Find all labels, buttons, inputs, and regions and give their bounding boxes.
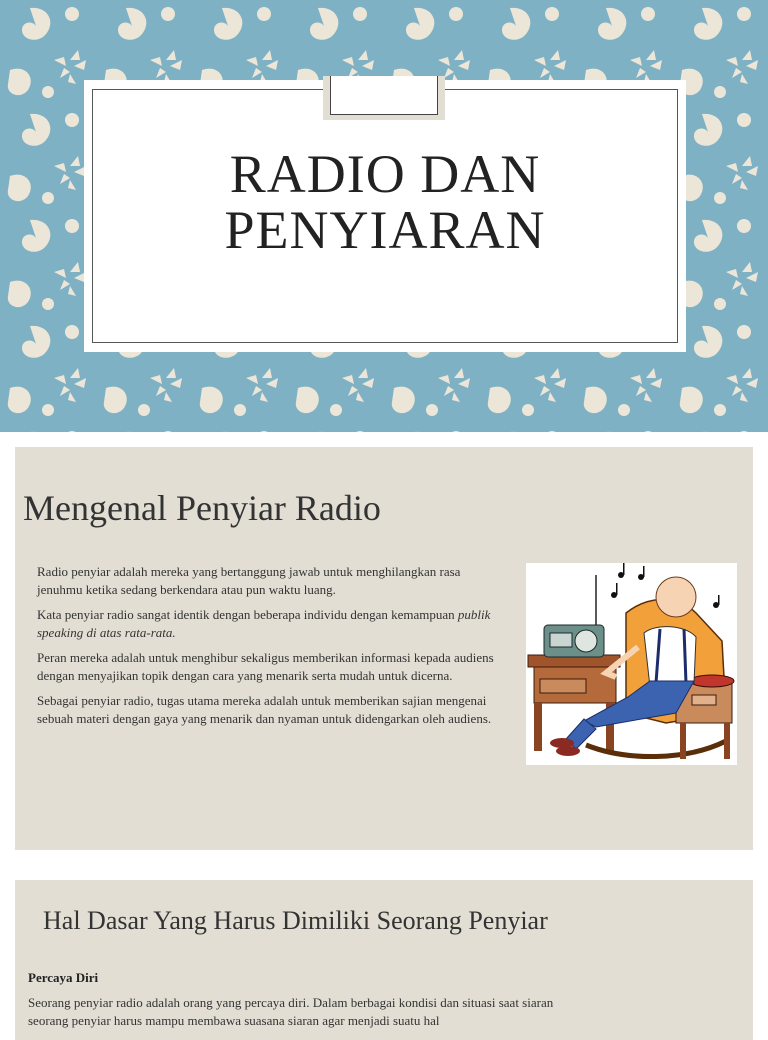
- slide2-heading: Mengenal Penyiar Radio: [23, 488, 381, 528]
- title-slide: [0, 0, 768, 432]
- slide2-paragraph-text: Kata penyiar radio sangat identik dengan beberapa individu dengan kemampuan: [37, 607, 455, 622]
- slide-title-line2: PENYIARAN: [224, 200, 546, 260]
- slide3-body: Seorang penyiar radio adalah orang yang percaya diri. Dalam berbagai kondisi dan situasi saat siaran seorang penyiar harus mampu membawa suasana siaran agar menjadi suatu hal: [28, 995, 554, 1028]
- slide3-heading: Hal Dasar Yang Harus Dimiliki Seorang Penyiar: [43, 906, 548, 935]
- slide2-paragraph: Peran mereka adalah untuk menghibur sekaligus memberikan informasi kepada audiens dengan menyajikan topik dengan cara yang menarik serta mudah untuk dicerna.: [37, 650, 494, 683]
- slide2-paragraph: Sebagai penyiar radio, tugas utama mereka adalah untuk memberikan sajian mengenai sebuah materi dengan gaya yang menarik dan nyaman untuk didengarkan oleh audiens.: [37, 693, 492, 726]
- content-slide-hal-dasar: [15, 880, 753, 1040]
- slide2-paragraph: Radio penyiar adalah mereka yang bertanggung jawab untuk menghilangkan rasa jenuhmu ketika sedang berkendara atau pun waktu luang.: [37, 564, 461, 597]
- slide2-body: [37, 563, 497, 735]
- slide-title: [84, 146, 686, 258]
- slide2-italic-text: publik speaking di atas rata-rata.: [37, 607, 491, 640]
- title-tab-inner: [330, 76, 438, 115]
- old-man-radio-image: [526, 563, 737, 765]
- slide-title-line1: RADIO DAN: [229, 144, 541, 204]
- slide2-paragraph: [37, 606, 497, 641]
- title-tab-decoration: [323, 76, 445, 120]
- radio-listener-illustration: [526, 563, 737, 765]
- slide3-subheading: Percaya Diri: [28, 970, 99, 985]
- content-slide-mengenal: [15, 447, 753, 850]
- title-card: [84, 80, 686, 352]
